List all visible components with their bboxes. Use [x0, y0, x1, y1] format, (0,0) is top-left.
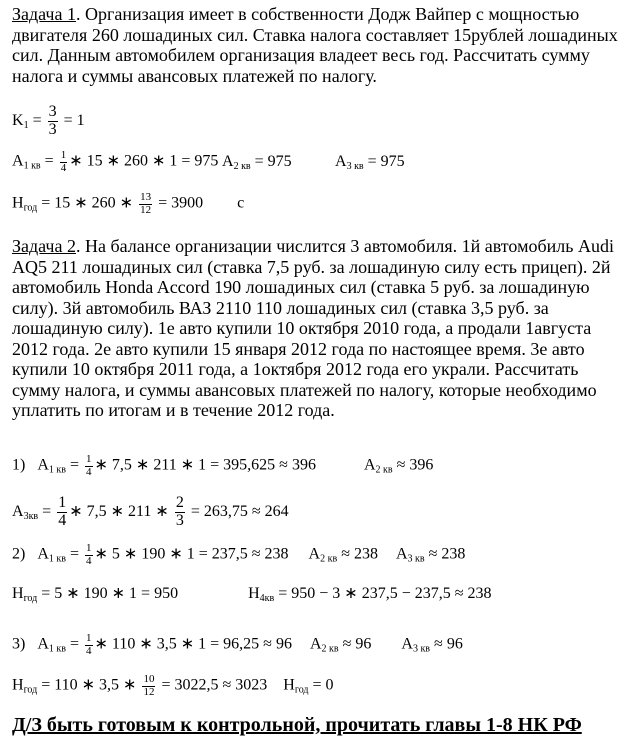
r1-frac-num: 1: [86, 453, 92, 465]
r1-a2-value: ≈ 396: [396, 456, 434, 474]
task2-row5: 3) $A_{1 кв}$ = $\frac{1}{4}$ ∗ 110 ∗ 3,5 ∗ 1 = 96,25 ≈ 96 $A_{2 кв} \approx 96$ $A_{3 кв} \approx 96$: [12, 632, 463, 657]
r2-a3-expr: ∗ 7,5 ∗ 211 ∗: [69, 502, 169, 520]
r3-fraction: [85, 543, 93, 567]
r2-a3-sub: 3кв: [23, 510, 39, 522]
r5-a3-value: ≈ 96: [434, 635, 463, 653]
task1-hgod-formula: [12, 192, 244, 216]
r1-a1-sub: 1 кв: [48, 464, 66, 476]
r5-a2-value: ≈ 96: [342, 635, 372, 653]
r5-fraction: [85, 633, 93, 657]
r5-a1-sub: 1 кв: [48, 643, 66, 655]
a2-value: = 975: [254, 153, 292, 170]
r2-fraca-den: 4: [58, 511, 67, 529]
task1-a1-formula: $A_{1 кв}$ = $\frac{1}{4}$ ∗ 15 ∗ 260 ∗ 1 = 975: [12, 149, 219, 174]
r2-a3-num: 2: [175, 494, 184, 511]
a3-label: A: [335, 153, 347, 170]
r2-a3-result: = 263,75 ≈ 264: [190, 502, 289, 520]
k-label: K: [12, 111, 24, 129]
k-fraction: [48, 104, 58, 139]
r3-a3-value: ≈ 238: [428, 545, 466, 563]
r3-a1-sub: 1 кв: [48, 553, 66, 565]
hgod-den: 12: [140, 203, 152, 216]
r4-h4-sub: 4кв: [259, 593, 275, 604]
a1-den: 4: [60, 161, 67, 174]
r2-fraca-num: 1: [58, 494, 67, 511]
r1-number: 1): [12, 456, 26, 474]
r2-fraction-a: [57, 495, 67, 530]
k-den: 3: [48, 120, 57, 138]
r3-a2-value: ≈ 238: [341, 545, 378, 563]
k-num: 3: [48, 103, 57, 120]
r6-fraction: [142, 674, 155, 698]
task1-paragraph: [12, 4, 624, 86]
r6-result: = 3022,5 ≈ 3023: [161, 676, 268, 694]
r5-a3-sub: 3 кв: [412, 643, 431, 655]
homework-footer: Д/З быть готовым к контрольной, прочитать главы 1-8 НК РФ: [12, 714, 582, 736]
a3-sub: 3 кв: [346, 161, 364, 172]
hgod-note: с: [237, 194, 245, 212]
r3-frac-num: 1: [86, 542, 92, 554]
r3-a1-expr: ∗ 5 ∗ 190 ∗ 1 = 237,5 ≈ 238: [94, 545, 289, 563]
r3-frac-den: 4: [86, 554, 92, 567]
task1-title: Задача 1: [12, 4, 76, 24]
task2-row4: $H_{год} = 5$ ∗ 190 ∗ 1 = 950 $H_{4кв} = 950 - 3$ ∗ 237,5 − 237,5 ≈ 238: [12, 585, 492, 604]
r6-h2-sub: год: [294, 684, 309, 696]
r1-frac-den: 4: [86, 465, 92, 478]
r1-a2-sub: 2 кв: [375, 464, 393, 476]
hgod-result: = 3900: [158, 194, 204, 212]
task2-row3: 2) $A_{1 кв}$ = $\frac{1}{4}$ ∗ 5 ∗ 190 ∗ 1 = 237,5 ≈ 238 $A_{2 кв} \approx 238$ $A_{3 кв} \approx 238$: [12, 542, 466, 567]
r4-hgod-expr: = 5 ∗ 190 ∗ 1 = 950: [41, 585, 179, 602]
r6-hgod-expr: = 110 ∗ 3,5 ∗: [41, 676, 137, 694]
r1-a1-expr: ∗ 7,5 ∗ 211 ∗ 1 = 395,625 ≈ 396: [94, 456, 316, 474]
task2-row1: 1) $A_{1 кв}$ = $\frac{1}{4}$ ∗ 7,5 ∗ 211 ∗ 1 = 395,625 ≈ 396 $A_{2 кв} \approx 396$: [12, 453, 434, 478]
hgod-num: 13: [140, 191, 152, 203]
r1-fraction: [85, 454, 93, 478]
k1-formula: $K_1$ = $\frac{3}{3}$ = 1: [12, 103, 85, 138]
k-sub: 1: [23, 119, 29, 131]
hgod-label: H: [12, 194, 24, 212]
r5-frac-den: 4: [86, 644, 92, 657]
r2-fraction-b: [175, 495, 185, 530]
task1-text: . Организация имеет в собственности Додж Вайпер с мощностью двигателя 260 лошадиных сил. Ставка налога составляет 15рублей лошадиных сил. Данным автомобилем организация владеет весь год. Рассчитать сумму налога и суммы авансовых платежей по налогу.: [12, 4, 618, 86]
task1-a3-formula: [335, 153, 405, 172]
r6-num: 10: [143, 673, 155, 685]
a1-fraction: [60, 150, 68, 174]
hgod-expr: = 15 ∗ 260 ∗: [41, 194, 134, 212]
r5-frac-num: 1: [86, 632, 92, 644]
a2-sub: 2 кв: [233, 161, 251, 172]
r3-a2-sub: 2 кв: [320, 553, 338, 565]
r5-a2-sub: 2 кв: [321, 643, 339, 655]
hgod-sub: год: [23, 202, 38, 214]
task2-text: . На балансе организации числится 3 автомобиля. 1й автомобиль Audi AQ5 211 лошадиных сил (ставка 7,5 руб. за лошадиную силу есть прицеп). 2й автомобиль Honda Accord 190 лошадиных сил (ставка 5 руб. за лошадиную силу). 3й автомобиль ВАЗ 2110 110 лошадиных сил (ставка 3,5 руб. за лошадиную силу). 1е авто купили 10 октября 2010 года, а продали 1августа 2012 года. 2е авто купили 15 января 2012 года по настоящее время. 3е авто купили 10 октября 2011 года, а 1октября 2012 года его украли. Рассчитать сумму налога, и суммы авансовых платежей по налогу, которые необходимо уплатить по итогам и в течение 2012 года.: [12, 236, 614, 420]
task2-row2: $A_{3кв}$ = $\frac{1}{4}$ ∗ 7,5 ∗ 211 ∗ $\frac{2}{3}$ = 263,75 ≈ 264: [12, 494, 289, 529]
r5-a1-expr: ∗ 110 ∗ 3,5 ∗ 1 = 96,25 ≈ 96: [94, 635, 292, 653]
task1-a2-formula: [222, 153, 292, 172]
r6-hgod-sub: год: [23, 684, 38, 696]
r4-h4-expr: = 950 − 3 ∗ 237,5 − 237,5 ≈ 238: [278, 585, 492, 602]
r3-a3-sub: 3 кв: [407, 553, 425, 565]
r6-h2-value: = 0: [312, 676, 334, 694]
r2-a3-den: 3: [175, 511, 184, 529]
a2-label: A: [222, 153, 234, 170]
a1-num: 1: [60, 149, 67, 161]
hgod-fraction: [139, 192, 152, 216]
a3-value: = 975: [367, 153, 405, 170]
r3-number: 2): [12, 545, 26, 563]
task2-row6: $H_{год} = 110$ ∗ 3,5 ∗ $\frac{10}{12}$ = 3022,5 ≈ 3023 $H_{год} = 0$: [12, 673, 334, 698]
a1-sub: 1 кв: [23, 160, 41, 172]
k-result: = 1: [63, 111, 85, 129]
r6-den: 12: [143, 685, 155, 698]
r4-hgod-sub: год: [23, 593, 38, 604]
task2-paragraph: [12, 236, 624, 421]
a1-label: A: [12, 152, 24, 170]
r5-number: 3): [12, 635, 26, 653]
task2-title: Задача 2: [12, 236, 76, 256]
a1-expr: ∗ 15 ∗ 260 ∗ 1 = 975: [69, 152, 219, 170]
